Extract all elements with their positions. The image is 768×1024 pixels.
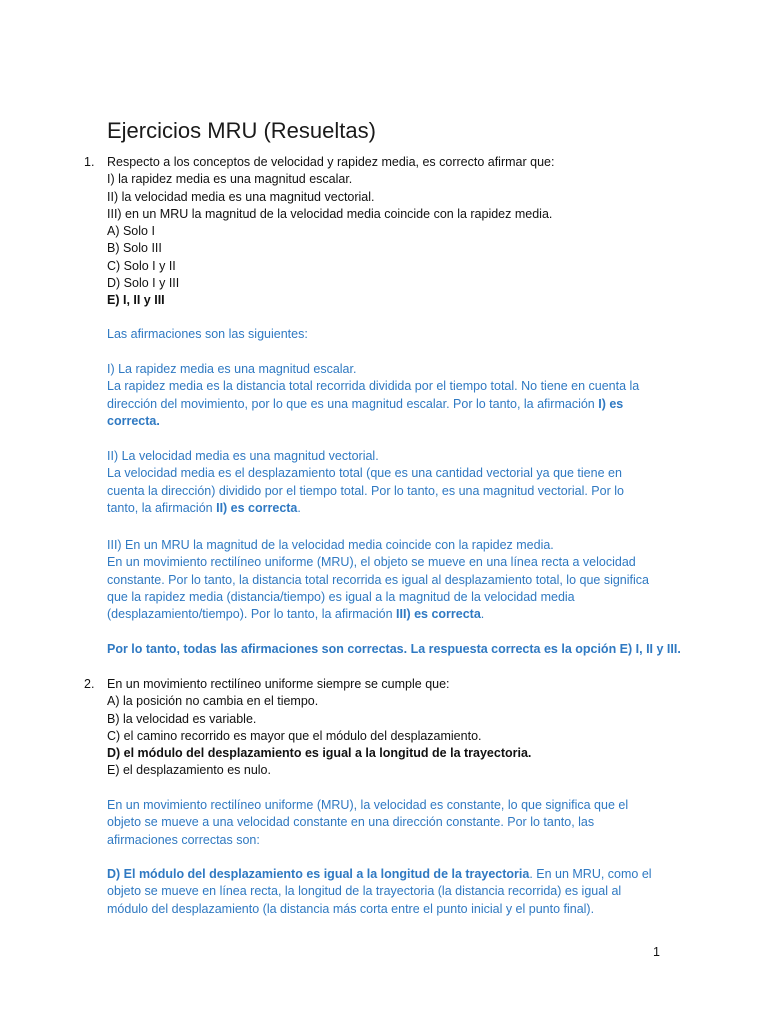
q1-explanation-3 — [107, 537, 662, 623]
question-1-line: II) la velocidad media es una magnitud vectorial. — [107, 189, 375, 204]
explanation-line: La rapidez media es la distancia total recorrida dividida por el tiempo total. No tiene en cuenta la — [107, 379, 640, 394]
page-number: 1 — [653, 945, 660, 959]
explanation-line: módulo del desplazamiento (la distancia más corta entre el punto inicial y el punto final). — [107, 901, 595, 916]
question-1-option: D) Solo I y III — [107, 276, 180, 291]
explanation-bold: I) es — [598, 396, 624, 411]
q1-explanation-1 — [107, 361, 662, 430]
explanation-bold: III) es correcta — [396, 607, 481, 622]
explanation-line: La velocidad media es el desplazamiento total (que es una cantidad vectorial ya que tiene en — [107, 466, 622, 481]
question-1-answer: E) I, II y III — [107, 293, 165, 308]
question-2-option: A) la posición no cambia en el tiempo. — [107, 694, 319, 709]
question-2-line: En un movimiento rectilíneo uniforme siempre se cumple que: — [107, 677, 450, 691]
explanation-line: En un movimiento rectilíneo uniforme (MRU), la velocidad es constante, lo que significa que el — [107, 798, 629, 812]
explanation-text: . En un MRU, como el — [529, 867, 652, 881]
question-2-option: C) el camino recorrido es mayor que el módulo del desplazamiento. — [107, 728, 482, 743]
explanation-text: tanto, la afirmación — [107, 500, 217, 515]
q2-explanation-2 — [107, 866, 662, 918]
question-number-2: 2. — [84, 677, 95, 691]
explanation-line: En un movimiento rectilíneo uniforme (MRU), el objeto se mueve en una línea recta a velocidad — [107, 555, 636, 570]
question-1-option: B) Solo III — [107, 241, 162, 256]
q1-explanation-2 — [107, 448, 662, 517]
document-title: Ejercicios MRU (Resueltas) — [107, 118, 376, 143]
explanation-line — [107, 606, 662, 623]
explanation-text: . — [480, 607, 485, 622]
explanation-line — [107, 866, 662, 883]
explanation-line: cuenta la dirección) dividido por el tiempo total. Por lo tanto, es una magnitud vectorial. Por lo — [107, 483, 624, 498]
question-1-line: III) en un MRU la magnitud de la velocidad media coincide con la rapidez media. — [107, 206, 553, 221]
question-1-option: C) Solo I y II — [107, 258, 176, 273]
question-1-line: I) la rapidez media es una magnitud escalar. — [107, 172, 353, 187]
q1-intro — [107, 326, 662, 343]
explanation-line: objeto se mueve a una velocidad constante en una dirección constante. Por lo tanto, las — [107, 815, 595, 830]
explanation-line: constante. Por lo tanto, la distancia total recorrida es igual al desplazamiento total, lo que significa — [107, 572, 649, 587]
question-1-option: A) Solo I — [107, 224, 155, 239]
explanation-bold: correcta. — [107, 413, 160, 428]
explanation-bold: II) es correcta — [216, 500, 298, 515]
explanation-line — [107, 500, 662, 517]
explanation-line: que la rapidez media (distancia/tiempo) es igual a la magnitud de la velocidad media — [107, 589, 575, 604]
explanation-line: afirmaciones correctas son: — [107, 832, 260, 847]
q1-conclusion — [107, 641, 681, 658]
explanation-heading: II) La velocidad media es una magnitud vectorial. — [107, 449, 379, 463]
explanation-text: . — [297, 500, 301, 515]
question-1 — [107, 154, 662, 310]
explanation-line — [107, 396, 662, 413]
question-2-answer: D) el módulo del desplazamiento es igual a la longitud de la trayectoria. — [107, 746, 532, 761]
q1-conclusion-text: Por lo tanto, todas las afirmaciones son correctas. La respuesta correcta es la opción E) I, II y III. — [107, 642, 681, 656]
question-number-1: 1. — [84, 155, 95, 169]
explanation-heading: III) En un MRU la magnitud de la velocidad media coincide con la rapidez media. — [107, 538, 554, 552]
explanation-line: objeto se mueve en línea recta, la longitud de la trayectoria (la distancia recorrida) es igual al — [107, 884, 622, 899]
q2-explanation-1 — [107, 797, 662, 849]
question-2-option: E) el desplazamiento es nulo. — [107, 763, 271, 778]
question-1-line: Respecto a los conceptos de velocidad y rapidez media, es correcto afirmar que: — [107, 155, 555, 169]
explanation-text: (desplazamiento/tiempo). Por lo tanto, la afirmación — [107, 607, 397, 622]
explanation-text: dirección del movimiento, por lo que es una magnitud escalar. Por lo tanto, la afirmación — [107, 396, 599, 411]
question-2-option: B) la velocidad es variable. — [107, 711, 257, 726]
explanation-bold: D) El módulo del desplazamiento es igual a la longitud de la trayectoria — [107, 867, 530, 881]
q1-intro-text: Las afirmaciones son las siguientes: — [107, 327, 308, 341]
question-2 — [107, 676, 662, 780]
explanation-heading: I) La rapidez media es una magnitud escalar. — [107, 362, 357, 376]
